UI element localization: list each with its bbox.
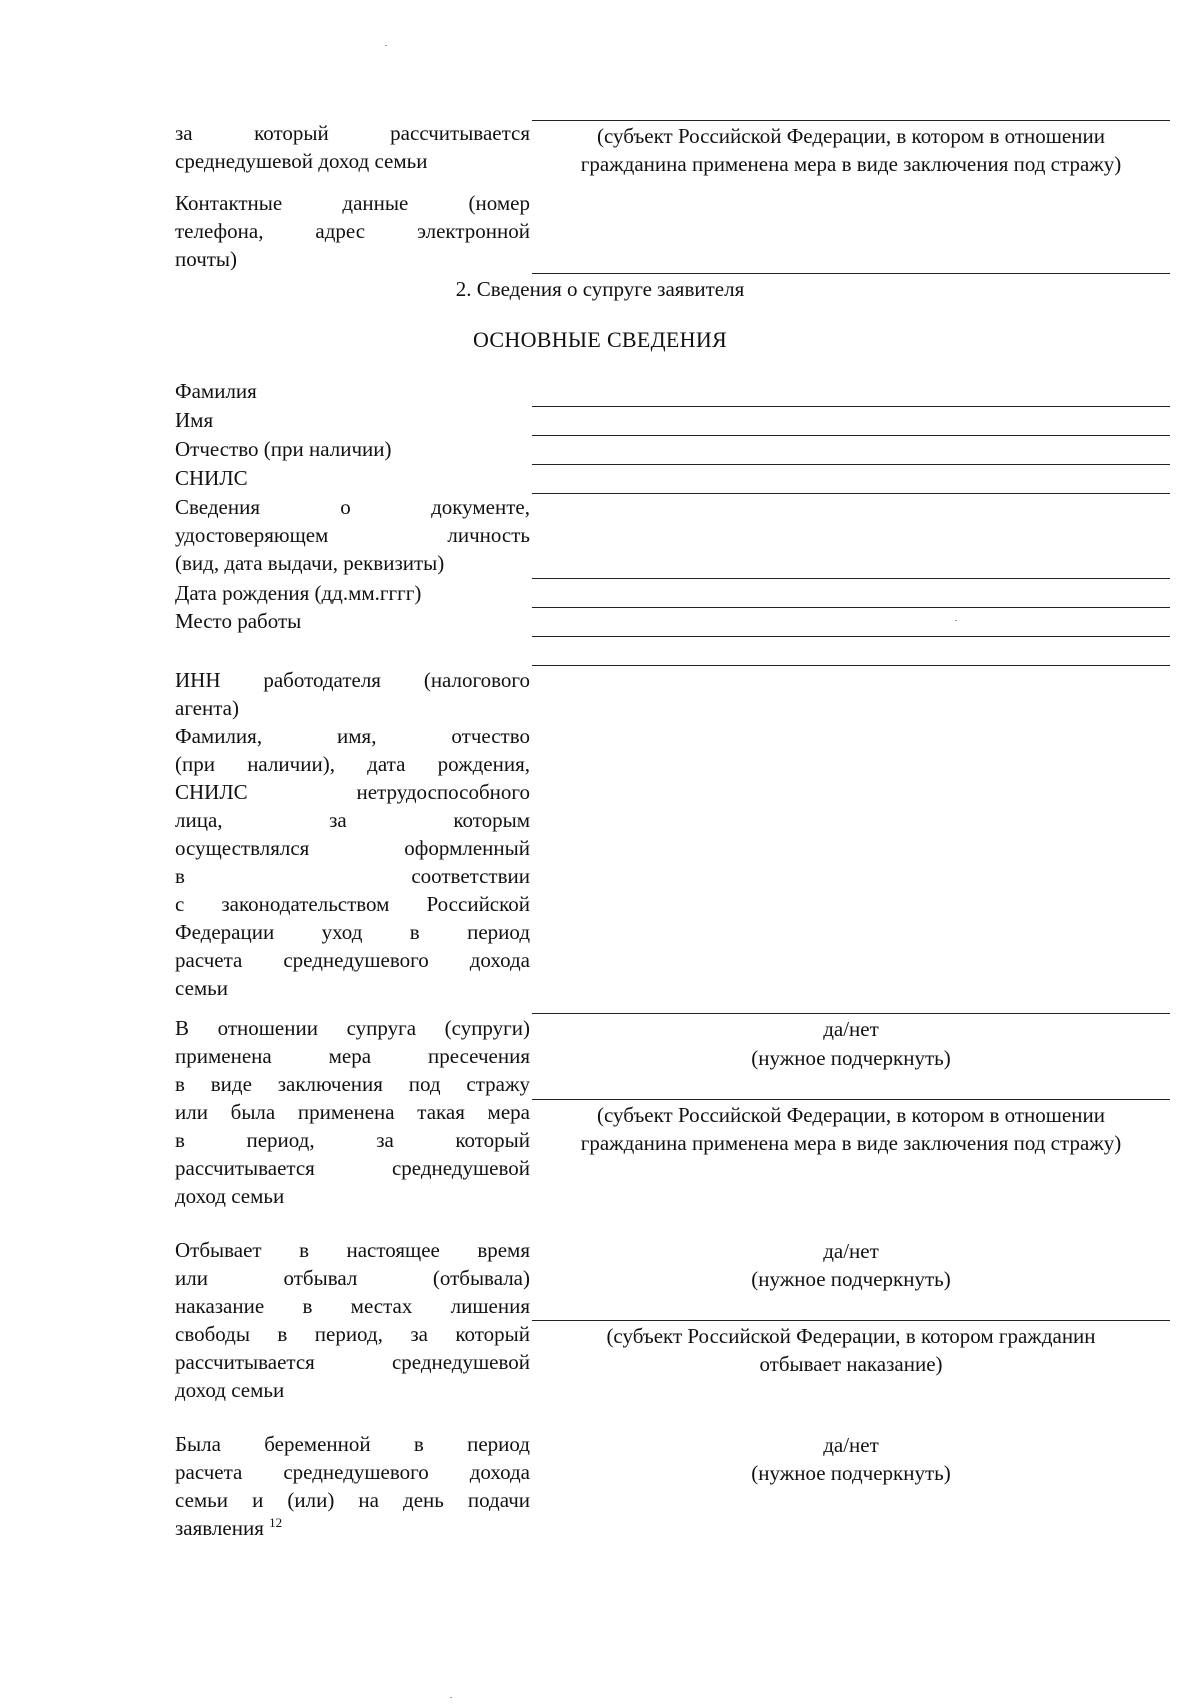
- surname-label: Фамилия: [175, 379, 257, 403]
- custody-answer[interactable]: да/нет: [823, 1017, 879, 1041]
- scan-speck: [385, 45, 387, 46]
- birth-date-label: Дата рождения (дд.мм.гггг): [175, 581, 422, 605]
- pregnancy-label-last: заявления: [175, 1516, 264, 1540]
- patronymic-input-line[interactable]: [532, 464, 1170, 465]
- name-input-line[interactable]: [532, 435, 1170, 436]
- top-region-caption: (субъект Российской Федерации, в котором в отношении гражданина применена мера в виде заключения под стражу): [580, 124, 1122, 176]
- scan-speck: [450, 1697, 452, 1698]
- contacts-label: Контактные данные (номер телефона, адрес электронной почты): [175, 191, 530, 271]
- top-period-label: за который рассчитывается среднедушевой доход семьи: [175, 121, 530, 173]
- id-doc-label: Сведения о документе, удостоверяющем личность (вид, дата выдачи, реквизиты): [175, 495, 530, 575]
- snils-label: СНИЛС: [175, 466, 248, 490]
- contacts-input-line[interactable]: [532, 273, 1170, 274]
- employer-inn-label: ИНН работодателя (налогового агента): [175, 668, 530, 720]
- custody-answer-hint: (нужное подчеркнуть): [751, 1046, 951, 1070]
- pregnancy-answer[interactable]: да/нет: [823, 1433, 879, 1457]
- top-answer-line: [532, 120, 1170, 121]
- custody-region-input-line[interactable]: [532, 1099, 1170, 1100]
- snils-input-line[interactable]: [532, 493, 1170, 494]
- section-subtitle: ОСНОВНЫЕ СВЕДЕНИЯ: [472, 327, 728, 352]
- care-label: Фамилия, имя, отчество (при наличии), дата рождения, СНИЛС нетрудоспособного лица, за которым осуществлялся оформленный в соответствии с законодательством Российской Федерации уход в период расчета среднедушевого дохода семьи: [175, 724, 530, 1000]
- pregnancy-answer-hint: (нужное подчеркнуть): [751, 1461, 951, 1485]
- prison-answer-hint: (нужное подчеркнуть): [751, 1267, 951, 1291]
- prison-answer[interactable]: да/нет: [823, 1239, 879, 1263]
- birth-date-input-line[interactable]: [532, 607, 1170, 608]
- patronymic-label: Отчество (при наличии): [175, 437, 392, 461]
- prison-region-caption: (субъект Российской Федерации, в котором гражданин отбывает наказание): [606, 1324, 1096, 1376]
- pregnancy-label: Была беременной в период расчета среднедушевого дохода семьи и (или) на день подачи заявления $^{12}$: [175, 1432, 530, 1540]
- custody-label: В отношении супруга (супруги) применена мера пресечения в виде заключения под стражу или была применена такая мера в период, за который рассчитывается среднедушевой доход семьи: [175, 1016, 530, 1208]
- scan-speck: [955, 620, 957, 621]
- care-input-line[interactable]: [532, 1013, 1170, 1014]
- surname-input-line[interactable]: [532, 406, 1170, 407]
- prison-region-input-line[interactable]: [532, 1320, 1170, 1321]
- id-doc-input-line[interactable]: [532, 578, 1170, 579]
- footnote-marker: 12: [269, 1515, 283, 1530]
- workplace-label: Место работы: [175, 609, 302, 633]
- prison-label: Отбывает в настоящее время или отбывал (отбывала) наказание в местах лишения свободы в период, за который рассчитывается среднедушевой доход семьи: [175, 1238, 530, 1402]
- section-title: 2. Сведения о супруге заявителя: [455, 277, 745, 301]
- custody-region-caption: (субъект Российской Федерации, в котором в отношении гражданина применена мера в виде заключения под стражу): [580, 1103, 1122, 1155]
- workplace-input-line-2[interactable]: [532, 665, 1170, 666]
- name-label: Имя: [175, 408, 214, 432]
- workplace-input-line[interactable]: [532, 636, 1170, 637]
